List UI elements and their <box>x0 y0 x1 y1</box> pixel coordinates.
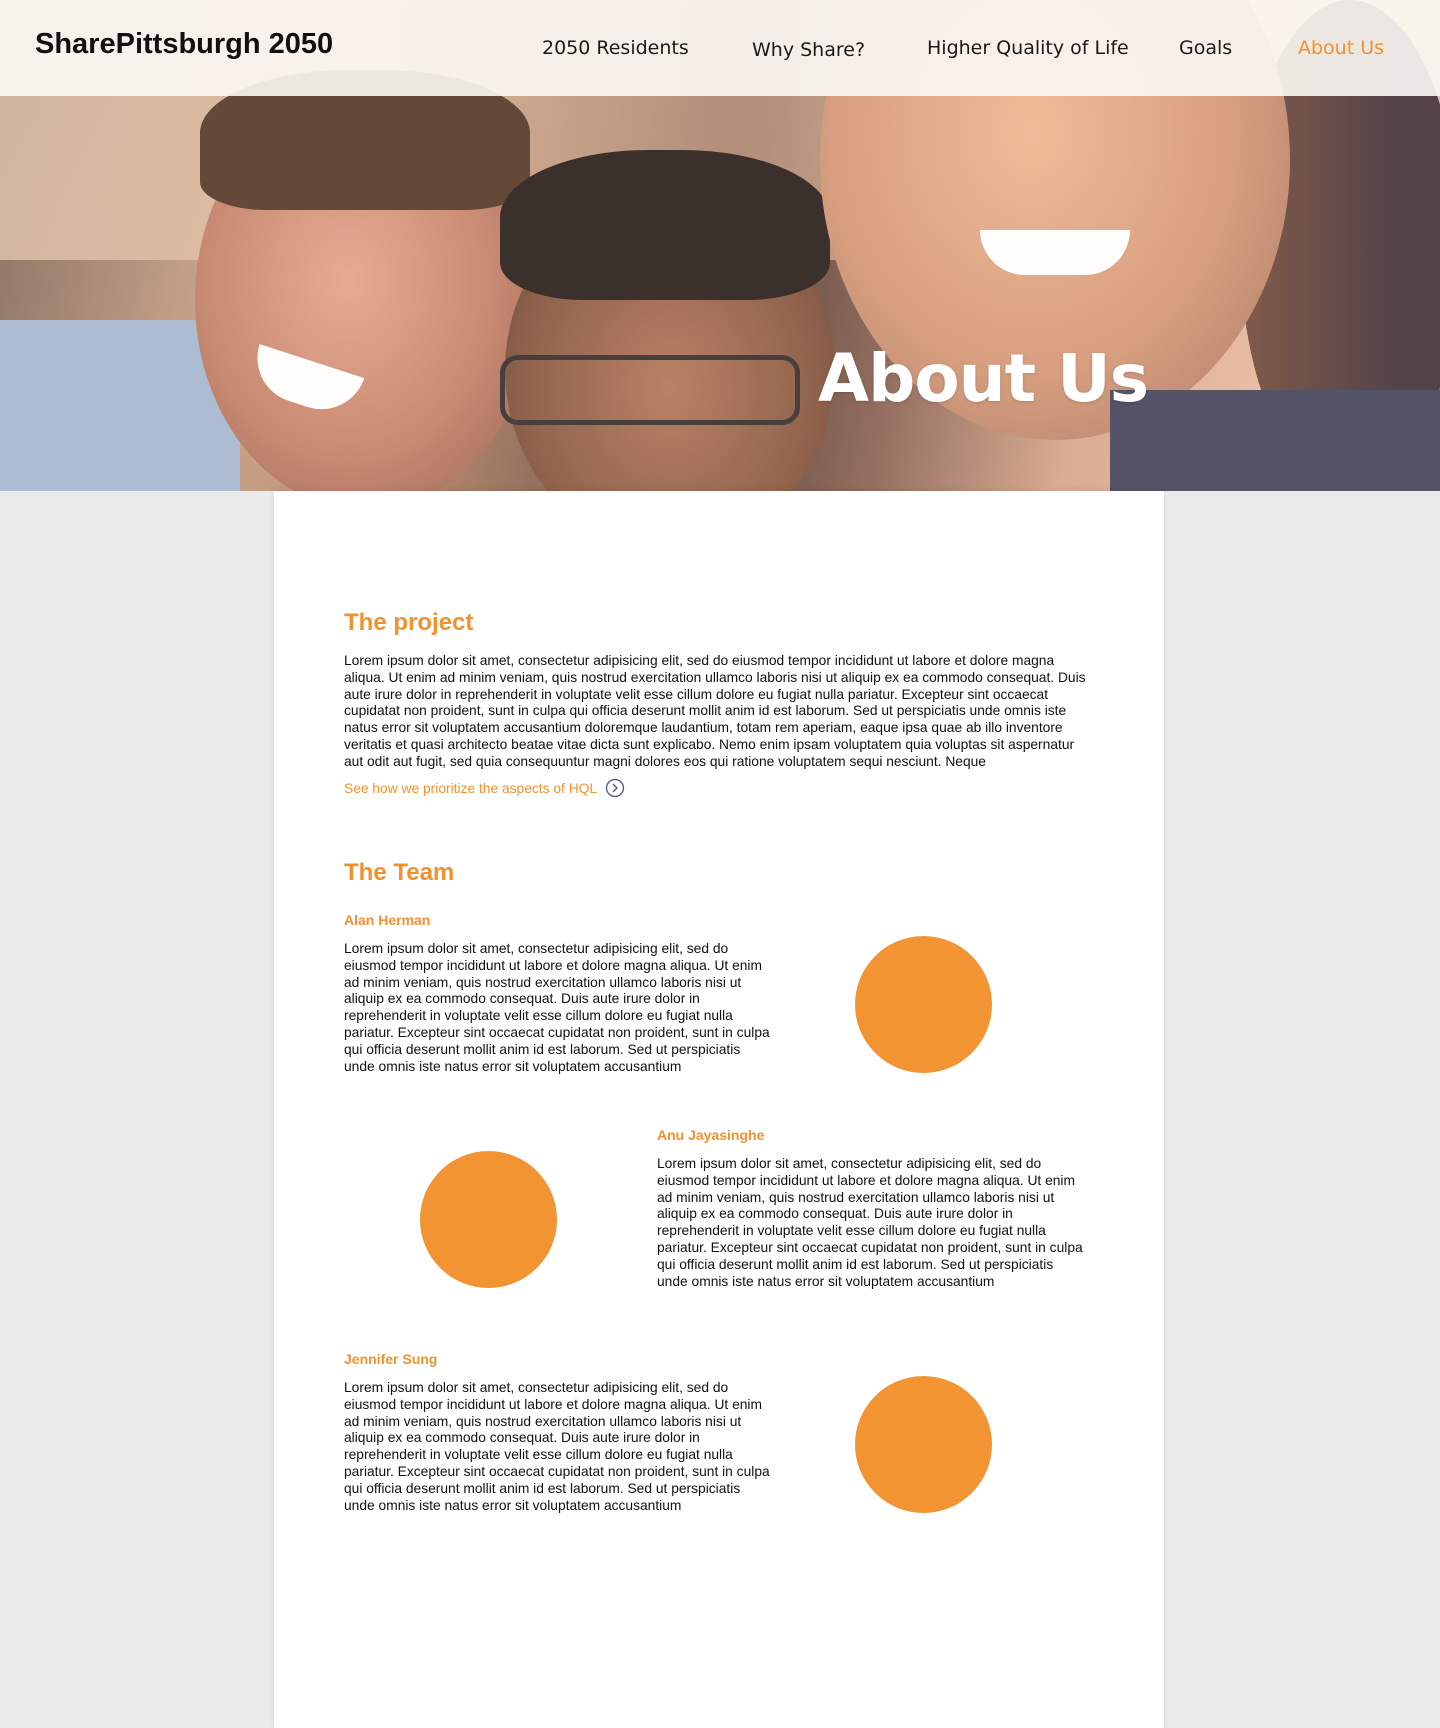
nav-about-us[interactable]: About Us <box>1298 37 1385 59</box>
team-heading: The Team <box>344 859 455 886</box>
hql-priorities-link[interactable] <box>344 778 625 798</box>
avatar-anu-jayasinghe <box>420 1151 557 1288</box>
member-name-anu-jayasinghe: Anu Jayasinghe <box>657 1127 765 1143</box>
top-navbar <box>0 0 1440 96</box>
hql-link-label[interactable]: See how we prioritize the aspects of HQL <box>344 780 598 796</box>
nav-higher-quality-of-life[interactable]: Higher Quality of Life <box>927 37 1129 59</box>
project-description: Lorem ipsum dolor sit amet, consectetur adipisicing elit, sed do eiusmod tempor incididunt ut labore et dolore magna aliqua. Ut enim ad minim veniam, quis nostrud exercitation ullamco laboris nisi ut aliquip ex ea commodo consequat. Duis aute irure dolor in reprehenderit in voluptate velit esse cillum dolore eu fugiat nulla pariatur. Excepteur sint occaecat cupidatat non proident, sunt in culpa qui officia deserunt mollit anim id est laborum. Sed ut perspiciatis unde omnis iste natus error sit voluptatem accusantium doloremque laudantium, totam rem aperiam, eaque ipsa quae ab illo inventore veritatis et quasi architecto beatae vitae dicta sunt explicabo. Nemo enim ipsam voluptatem quia voluptas sit aspernatur aut odit aut fugit, sed quia consequuntur magni dolores eos qui ratione voluptatem sequi nesciunt. Neque <box>344 653 1086 769</box>
nav-why-share[interactable]: Why Share? <box>752 39 866 61</box>
main-content <box>274 491 1164 1728</box>
site-logo[interactable]: SharePittsburgh 2050 <box>35 28 334 60</box>
nav-2050-residents[interactable]: 2050 Residents <box>542 37 689 59</box>
member-name-alan-herman: Alan Herman <box>344 912 431 928</box>
avatar-alan-herman <box>855 936 992 1073</box>
member-bio-alan-herman: Lorem ipsum dolor sit amet, consectetur adipisicing elit, sed do eiusmod tempor incididunt ut labore et dolore magna aliqua. Ut enim ad minim veniam, quis nostrud exercitation ullamco laboris nisi ut aliquip ex ea commodo consequat. Duis aute irure dolor in reprehenderit in voluptate velit esse cillum dolore eu fugiat nulla pariatur. Excepteur sint occaecat cupidatat non proident, sunt in culpa qui officia deserunt mollit anim id est laborum. Sed ut perspiciatis unde omnis iste natus error sit voluptatem accusantium <box>344 941 770 1074</box>
member-name-jennifer-sung: Jennifer Sung <box>344 1351 438 1367</box>
project-heading: The project <box>344 609 474 636</box>
circle-arrow-right-icon[interactable] <box>605 778 625 798</box>
member-bio-jennifer-sung: Lorem ipsum dolor sit amet, consectetur adipisicing elit, sed do eiusmod tempor incididunt ut labore et dolore magna aliqua. Ut enim ad minim veniam, quis nostrud exercitation ullamco laboris nisi ut aliquip ex ea commodo consequat. Duis aute irure dolor in reprehenderit in voluptate velit esse cillum dolore eu fugiat nulla pariatur. Excepteur sint occaecat cupidatat non proident, sunt in culpa qui officia deserunt mollit anim id est laborum. Sed ut perspiciatis unde omnis iste natus error sit voluptatem accusantium <box>344 1380 770 1513</box>
hero-title: About Us <box>818 340 1149 417</box>
avatar-jennifer-sung <box>855 1376 992 1513</box>
nav-goals[interactable]: Goals <box>1179 37 1233 59</box>
member-bio-anu-jayasinghe: Lorem ipsum dolor sit amet, consectetur adipisicing elit, sed do eiusmod tempor incididunt ut labore et dolore magna aliqua. Ut enim ad minim veniam, quis nostrud exercitation ullamco laboris nisi ut aliquip ex ea commodo consequat. Duis aute irure dolor in reprehenderit in voluptate velit esse cillum dolore eu fugiat nulla pariatur. Excepteur sint occaecat cupidatat non proident, sunt in culpa qui officia deserunt mollit anim id est laborum. Sed ut perspiciatis unde omnis iste natus error sit voluptatem accusantium <box>657 1156 1083 1289</box>
